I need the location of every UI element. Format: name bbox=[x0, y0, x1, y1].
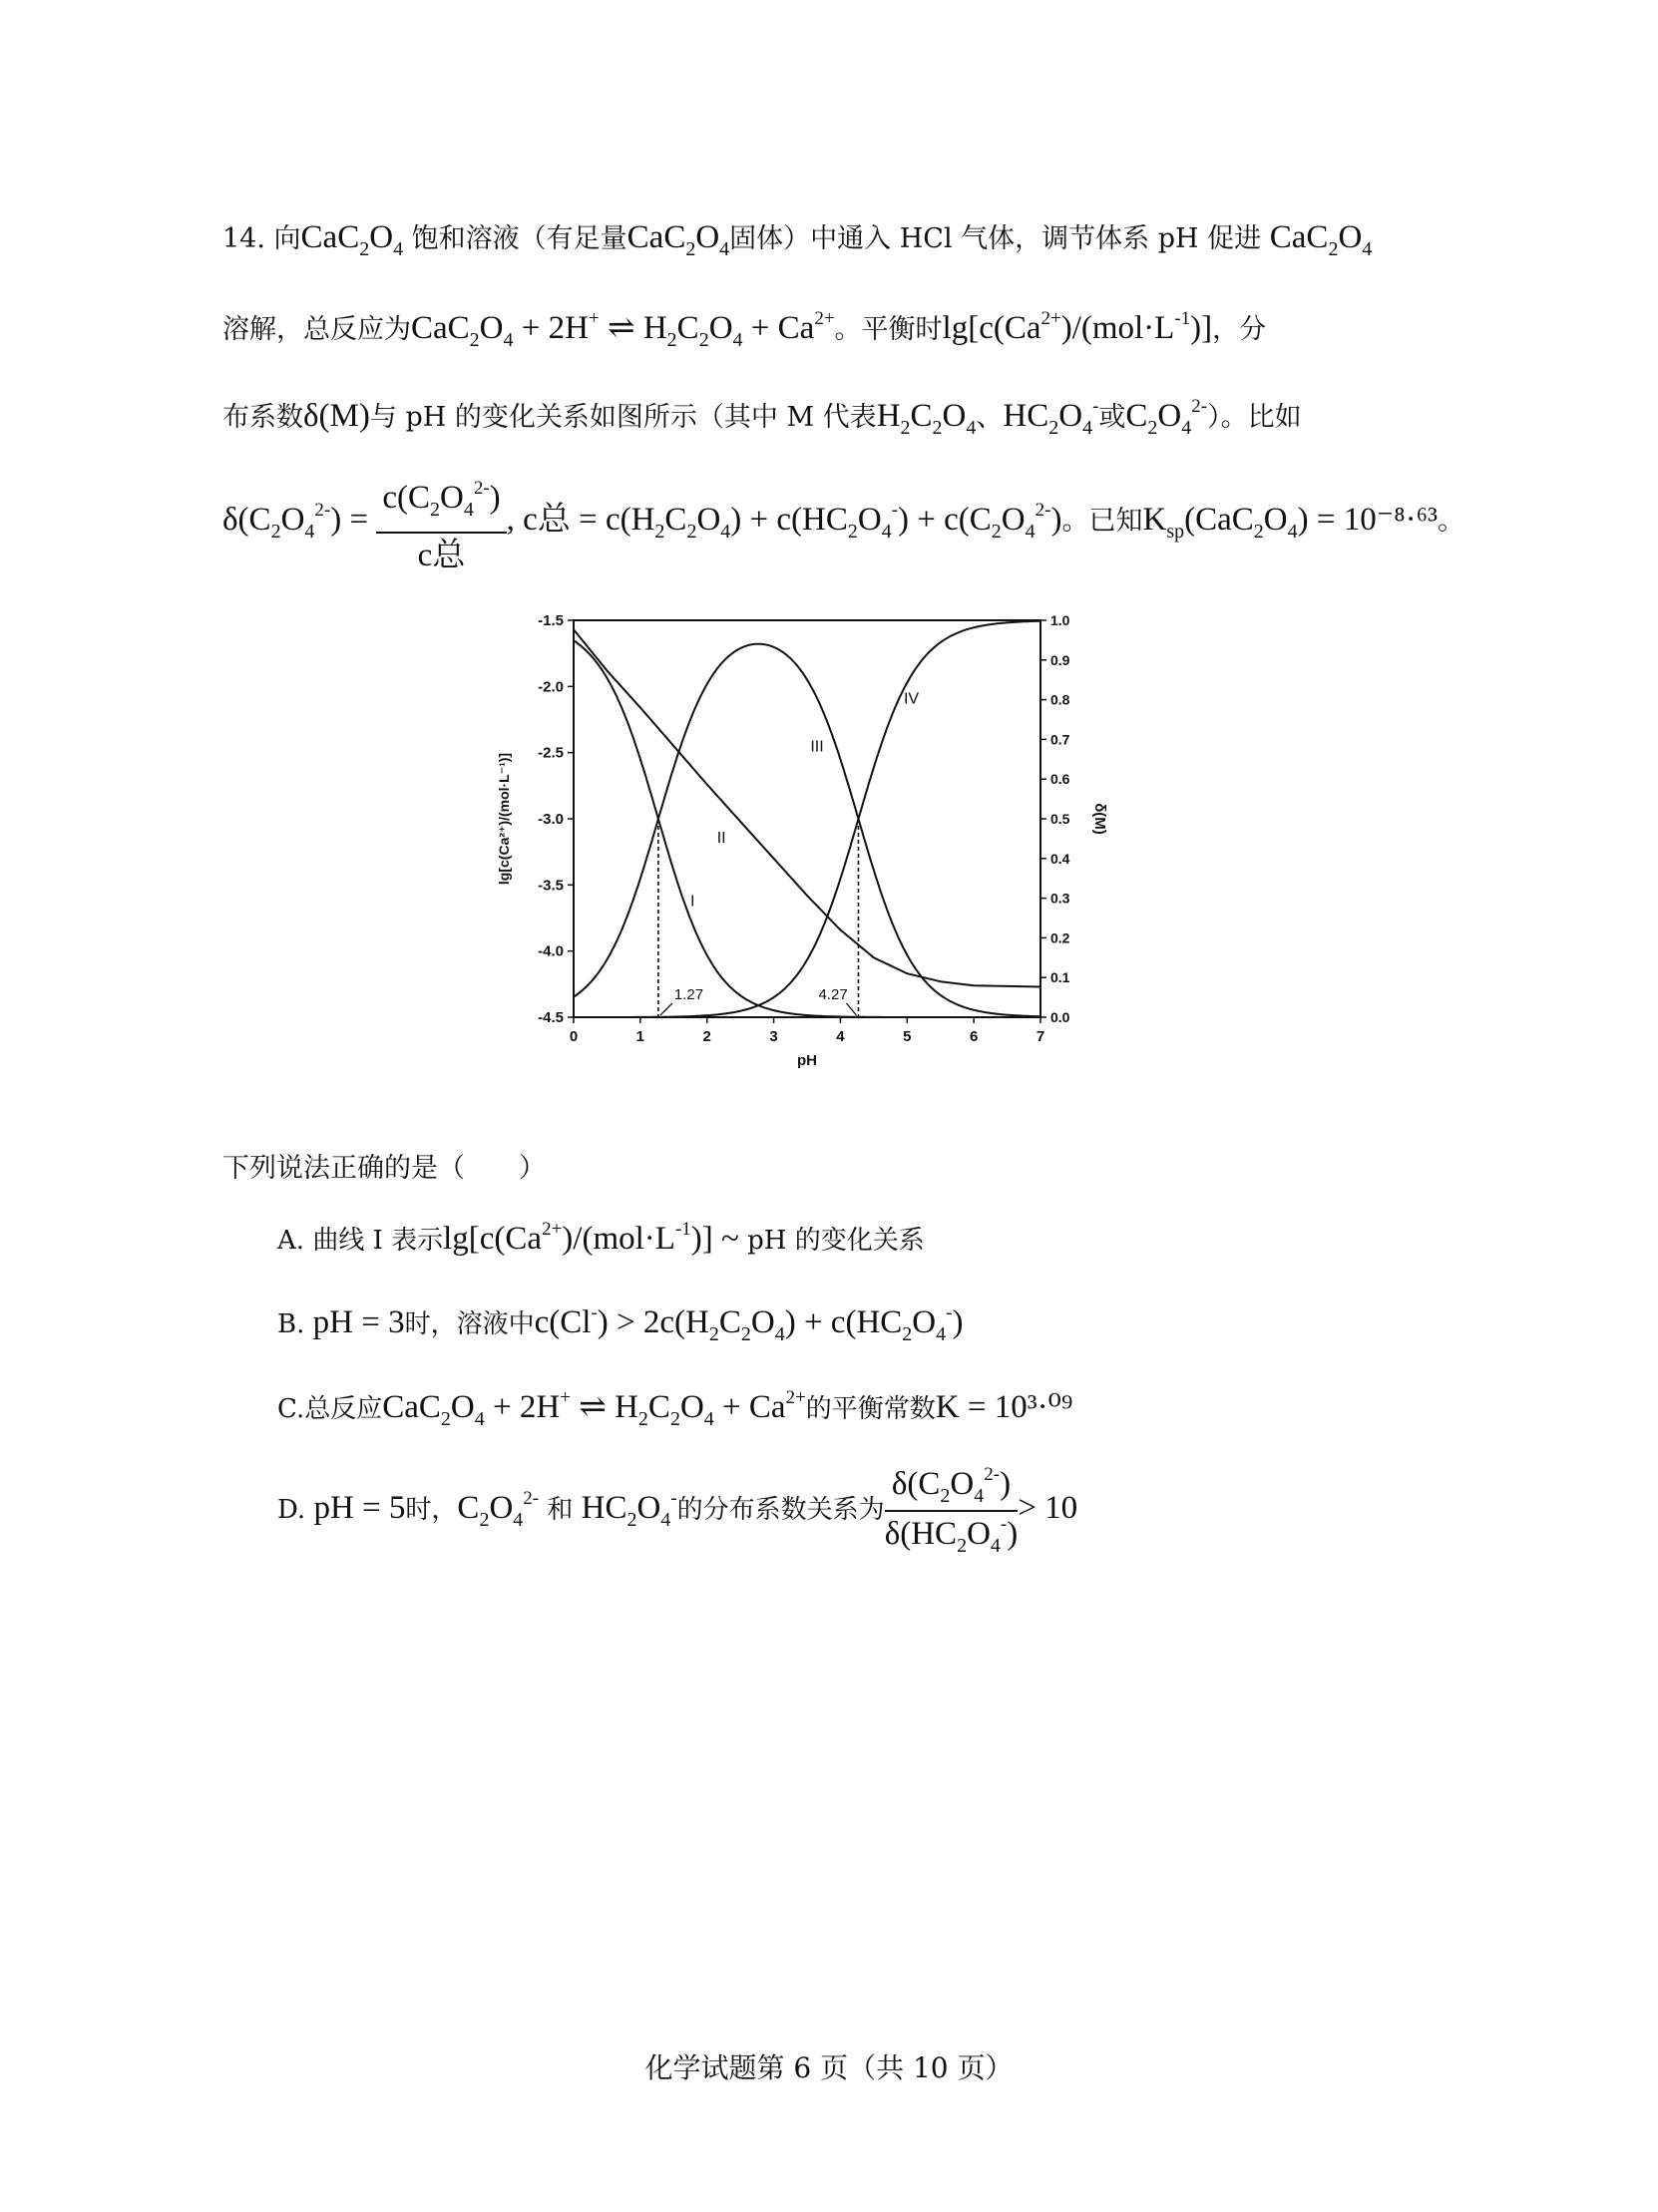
curve-label-IV: IV bbox=[903, 690, 920, 708]
page-footer: 化学试题第 6 页（共 10 页） bbox=[644, 2051, 1014, 2084]
y-left-tick-label: -3.5 bbox=[538, 877, 564, 895]
curve-label-III: III bbox=[810, 738, 824, 756]
chart-svg bbox=[479, 598, 1108, 1087]
x-tick-label: 2 bbox=[702, 1028, 711, 1045]
option-d[interactable]: D. pH = 5时，$C_2O_4^{2-}$ 和 $HC_2O_4^-$的分布系数关系为 $\frac{\delta(C_2O_4^{2-})}{\delta(HC_2O_4^-)}$ > 10 bbox=[277, 1464, 1078, 1557]
y-right-tick-label: 0.1 bbox=[1050, 969, 1070, 986]
annotation-pka2: 4.27 bbox=[818, 986, 848, 1003]
x-axis-label: pH bbox=[797, 1052, 817, 1069]
curve-label-I: I bbox=[690, 893, 695, 911]
lg-ca-expression: $\lg[c(Ca^{2+})/(mol\cdot L^{-1})]$ bbox=[942, 308, 1213, 346]
chart-curves bbox=[574, 621, 1040, 1017]
curve-label-II: II bbox=[716, 829, 726, 847]
y-right-tick-label: 1.0 bbox=[1050, 612, 1070, 628]
x-tick-label: 7 bbox=[1036, 1028, 1045, 1045]
y-right-tick-label: 0.0 bbox=[1050, 1009, 1070, 1025]
question-line-1: 14. 向$CaC_2O_4$ 饱和溶液（有足量$CaC_2O_4$固体）中通入 HCl 气体，调节体系 pH 促进 $CaC_2O_4$ bbox=[222, 219, 1373, 260]
y-left-tick-label: -4.0 bbox=[538, 942, 564, 960]
ksp-expression: $K_{sp}(CaC_2O_4) = 10^{-8}\cdot^{63}$ bbox=[1142, 502, 1439, 544]
y-right-tick-label: 0.7 bbox=[1050, 731, 1070, 748]
question-line-3: 布系数δ(M)与 pH 的变化关系如图所示（其中 M 代表$H_2C_2O_4$、$HC_2O_4^-$或$C_2O_4^{2-}$）。比如 bbox=[222, 396, 1302, 439]
question-prompt: 下列说法正确的是（ ） bbox=[222, 1153, 546, 1184]
x-tick-label: 3 bbox=[769, 1028, 778, 1045]
formula-cac2o4: $CaC_2O_4$ bbox=[300, 219, 404, 260]
question-line-2: 溶解，总反应为$CaC_2O_4 + 2H^+$ ⇌ $H_2C_2O_4 + Ca^{2+}$。平衡时$\lg[c(Ca^{2+})/(mol\cdot L^{-1})]$，分 bbox=[222, 308, 1267, 351]
option-a[interactable]: A. 曲线 I 表示$\lg[c(Ca^{2+})/(mol\cdot L^{-1})]$ ~ pH 的变化关系 bbox=[277, 1219, 925, 1257]
curve-II bbox=[574, 629, 1040, 986]
y-right-tick-label: 0.9 bbox=[1050, 651, 1070, 668]
y-left-tick-label: -2.0 bbox=[538, 678, 564, 696]
chart-axes bbox=[496, 612, 1108, 1069]
y-right-tick-label: 0.6 bbox=[1050, 771, 1070, 788]
y-right-axis-label: δ(M) bbox=[1091, 803, 1108, 835]
y-right-tick-label: 0.4 bbox=[1050, 850, 1070, 867]
annotation-pka1: 1.27 bbox=[673, 986, 704, 1003]
y-left-axis-label: lg[c(Ca²⁺)/(mol·L⁻¹)] bbox=[496, 752, 512, 886]
x-tick-label: 6 bbox=[969, 1028, 979, 1045]
question-number: 14. bbox=[222, 223, 265, 254]
x-tick-label: 5 bbox=[903, 1028, 912, 1045]
y-right-tick-label: 0.8 bbox=[1050, 691, 1070, 708]
question-line-4: $\delta(C_2O_4^{2-})$ = $\frac{c(C_2O_4^{2-})}{\text{c总}}$ , c总 = $c(H_2C_2O_4) + c(HC_2O_4^-) + c(C_2O_4^{2-})$。已知$K_{sp}(CaC_2O_4) = 10^{-8}\cdot^{63}$。 bbox=[222, 469, 1464, 575]
option-c[interactable]: C.总反应$CaC_2O_4 + 2H^+$ ⇌ $H_2C_2O_4 + Ca^{2+}$的平衡常数K = 10³·⁰⁹ bbox=[277, 1387, 1073, 1430]
chart-marks bbox=[658, 691, 919, 1017]
x-tick-label: 4 bbox=[836, 1028, 845, 1045]
x-tick-label: 1 bbox=[635, 1028, 645, 1045]
y-left-tick-label: -4.5 bbox=[538, 1009, 564, 1026]
distribution-chart bbox=[479, 598, 1108, 1087]
option-b[interactable]: B. pH = 3时，溶液中$c(Cl^-) > 2c(H_2C_2O_4) + c(HC_2O_4^-)$ bbox=[277, 1302, 964, 1345]
y-right-tick-label: 0.5 bbox=[1050, 811, 1070, 827]
y-right-tick-label: 0.3 bbox=[1050, 890, 1070, 907]
overall-reaction: $CaC_2O_4 + 2H^+$ ⇌ $H_2C_2O_4 + Ca^{2+}$ bbox=[411, 308, 835, 351]
y-left-tick-label: -2.5 bbox=[538, 744, 564, 762]
y-left-tick-label: -1.5 bbox=[538, 612, 564, 629]
annotation-pka2-arrow bbox=[846, 1003, 856, 1015]
y-right-tick-label: 0.2 bbox=[1050, 929, 1070, 946]
annotation-pka1-arrow bbox=[660, 1003, 672, 1015]
delta-definition: $\delta(C_2O_4^{2-})$ = $\frac{c(C_2O_4^{2-})}{\text{c总}}$ , c总 = $c(H_2C_2O_4) + c(HC_2O_4^-) + c(C_2O_4^{2-})$ bbox=[222, 502, 1061, 538]
x-tick-label: 0 bbox=[569, 1028, 579, 1045]
y-left-tick-label: -3.0 bbox=[538, 811, 564, 828]
